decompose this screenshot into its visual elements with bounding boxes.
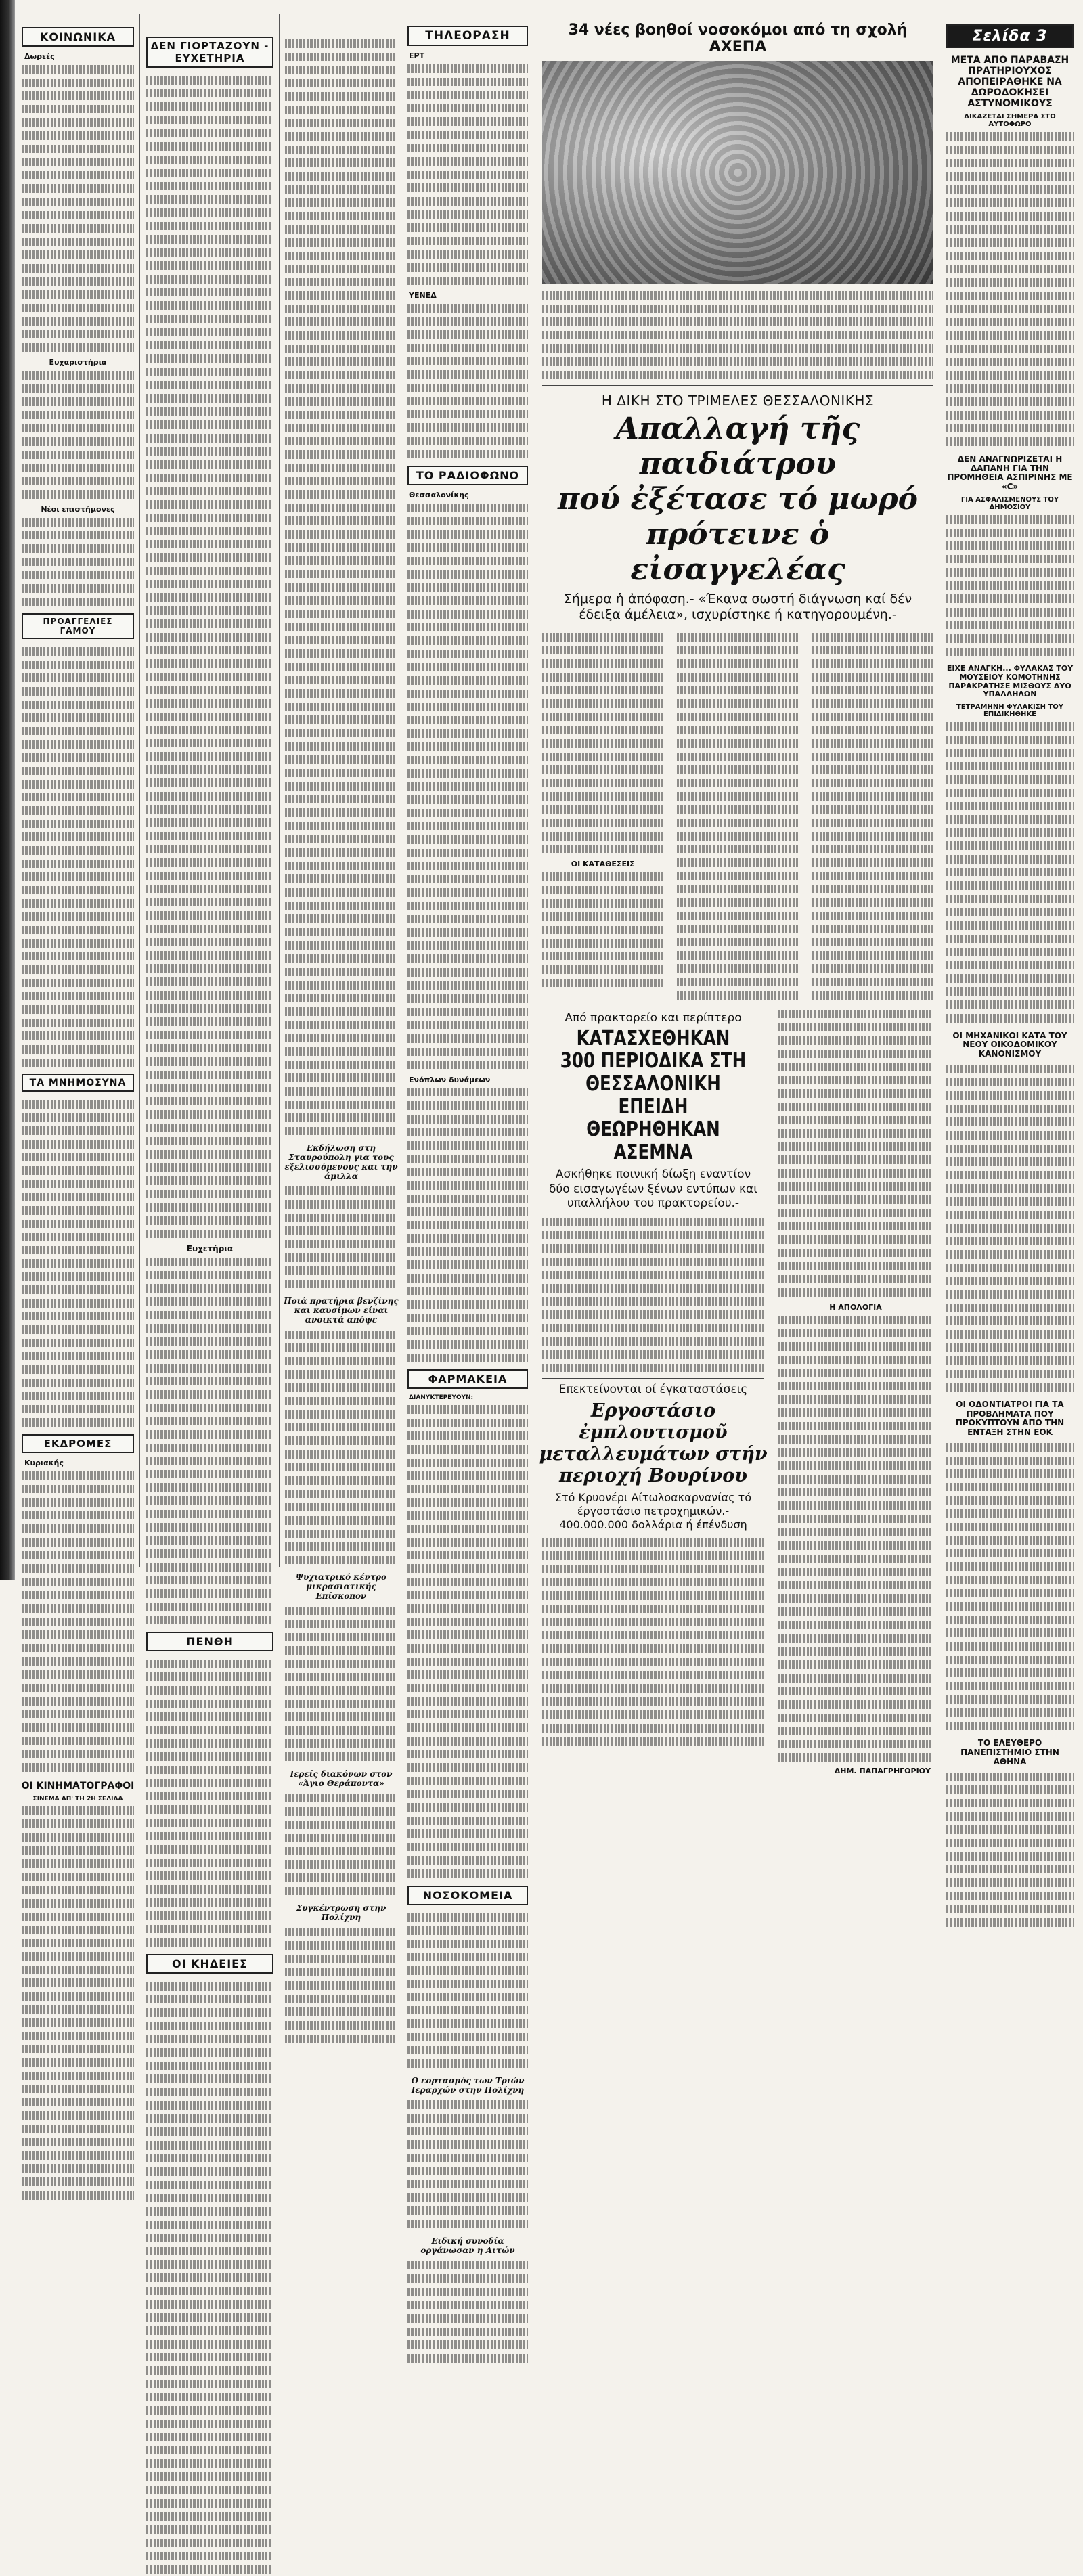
page-number-label: Σελίδα 3 xyxy=(946,24,1074,48)
heading-nosokomeia: ΝΟΣΟΚΟΜΕΙΑ xyxy=(407,1886,528,1905)
right-headline-1: ΜΕΤΑ ΑΠΟ ΠΑΡΑΒΑΣΗ ΠΡΑΤΗΡΙΟΥΧΟΣ ΑΠΟΠΕΙΡΑΘΗΚΕ ΝΑ ΔΩΡΟΔΟΚΗΣΕΙ ΑΣΤΥΝΟΜΙΚΟΥΣ xyxy=(950,55,1069,110)
text-block xyxy=(812,630,933,1002)
text-block xyxy=(407,2097,528,2230)
text-block xyxy=(285,1791,397,1897)
right-headline-3: ΕΙΧΕ ΑΝΑΓΚΗ... ΦΥΛΑΚΑΣ ΤΟΥ ΜΟΥΣΕΙΟΥ ΚΟΜΟΤΗΝΗΣ ΠΑΡΑΚΡΑΤΗΣΕ ΜΙΣΘΟΥΣ ΔΥΟ ΥΠΑΛΛΗΛΩΝ xyxy=(946,664,1074,699)
text-block xyxy=(22,515,134,608)
sub-kinim: ΣΙΝΕΜΑ ΑΠ' ΤΗ 2Η ΣΕΛΙΔΑ xyxy=(32,1795,123,1802)
divider xyxy=(542,1378,764,1379)
text-block xyxy=(22,1804,134,2202)
heading-farmakeia: ΦΑΡΜΑΚΕΙΑ xyxy=(407,1369,528,1389)
text-block xyxy=(146,1979,273,2576)
text-block xyxy=(407,62,528,287)
text-block xyxy=(542,870,663,989)
trial-title-line-1: Απαλλαγή τῆς παιδιάτρου xyxy=(615,412,860,482)
column-3a xyxy=(281,7,401,1922)
text-block xyxy=(22,644,134,1069)
text-block xyxy=(22,368,134,501)
text-block xyxy=(946,129,1074,447)
periodicals-kicker: Από πρακτορείο και περίπτερο xyxy=(565,1011,742,1025)
sub-euxaristeria: Ευχαριστήρια xyxy=(49,358,107,368)
notice-stavroupoli: Εκδήλωση στη Σταυρούπολη για τους εξελισσόμενους και την άμιλλα xyxy=(284,1143,398,1181)
notice-pratiria: Ποιά πρατήρια βενζίνης και καυσίμων είναι ανοικτά απόψε xyxy=(284,1296,399,1325)
text-block xyxy=(146,73,273,1240)
heading-den-giortazoun: ΔΕΝ ΓΙΟΡΤΑΖΟΥΝ - ΕΥΧΕΤΗΡΙΑ xyxy=(146,37,273,68)
text-block xyxy=(285,37,397,1137)
trial-title-line-2: πού ἐξέτασε τό μωρό xyxy=(558,481,918,516)
right-headline-4: ΟΙ ΜΗΧΑΝΙΚΟΙ ΚΑΤΑ ΤΟΥ ΝΕΟΥ ΟΙΚΟΔΟΜΙΚΟΥ ΚΑΝΟΝΙΣΜΟΥ xyxy=(952,1030,1067,1059)
sub-thess: Θεσσαλονίκης xyxy=(409,491,469,500)
sub-apologia: Η ΑΠΟΛΟΓΙΑ xyxy=(829,1302,882,1312)
text-block xyxy=(946,512,1074,659)
text-block xyxy=(407,501,528,1071)
heading-tileorasi: ΤΗΛΕΟΡΑΣΗ xyxy=(407,26,528,46)
text-block xyxy=(946,1770,1074,1929)
periodicals-title: ΚΑΤΑΣΧΕΘΗΚΑΝ 300 ΠΕΡΙΟΔΙΚΑ ΣΤΗ ΘΕΣΣΑΛΟΝΙΚΗ ΕΠΕΙΔΗ ΘΕΩΡΗΘΗΚΑΝ ΑΣΕΜΝΑ xyxy=(560,1026,747,1164)
periodicals-deck: Ασκήθηκε ποινική δίωξη εναντίον δύο εισαγωγέων ξένων εντύπων και υπαλλήλου του πρακτορείου.- xyxy=(548,1168,758,1210)
heading-social: ΚΟΙΝΩΝΙΚΑ xyxy=(22,27,134,47)
photo-caption-text xyxy=(542,288,933,381)
sub-kataxeis: ΟΙ ΚΑΤΑΘΕΣΕΙΣ xyxy=(571,860,635,869)
sub-dianykt: ΔΙΑΝΥΚΤΕΡΕΥΟΥΝ: xyxy=(409,1394,474,1402)
text-block xyxy=(22,62,134,354)
heading-mnimosyna: ΤΑ ΜΝΗΜΟΣΥΝΑ xyxy=(22,1074,134,1092)
notice-ierarxes: Ο εορτασμός των Τριών Ιεραρχών στην Πολίχνη xyxy=(411,2075,525,2095)
sub-ert: ΕΡΤ xyxy=(409,51,425,60)
trial-col-3 xyxy=(808,630,937,1002)
text-block xyxy=(285,1604,397,1763)
column-rule xyxy=(279,14,280,1567)
notice-aiton: Ειδική συνοδία οργάνωσαν η Αιτών xyxy=(420,2236,515,2256)
trial-col-2 xyxy=(673,630,802,1002)
text-block xyxy=(946,719,1074,1025)
column-3b xyxy=(403,7,532,2256)
text-block xyxy=(146,1255,273,1626)
photo-headline: 34 νέες βοηθοί νοσοκόμοι από τη σχολή ΑΧΕΠΑ xyxy=(568,22,908,55)
notice-psyxiatriko: Ψυχιατρικό κέντρο μικρασιατικής Επίσκοπον xyxy=(296,1572,386,1601)
right-headline-2: ΔΕΝ ΑΝΑΓΝΩΡΙΖΕΤΑΙ Η ΔΑΠΑΝΗ ΓΙΑ ΤΗΝ ΠΡΟΜΗΘΕΙΑ ΑΣΠΙΡΙΝΗΣ ΜΕ «C» xyxy=(947,453,1073,492)
main-area xyxy=(538,7,937,1776)
lower-split xyxy=(538,1007,937,1778)
sub-euxetiria: Ευχετήρια xyxy=(186,1244,234,1254)
text-block xyxy=(677,630,798,1002)
trial-title-line-3: πρότεινε ὁ εἰσαγγελέας xyxy=(630,516,845,587)
heading-ekdromes: ΕΚΔΡΟΜΕΣ xyxy=(22,1434,134,1453)
text-block xyxy=(285,1184,397,1290)
heading-kidies: ΟΙ ΚΗΔΕΙΕΣ xyxy=(146,1954,273,1974)
sub-kiriaki: Κυριακής xyxy=(24,1459,64,1467)
heading-gamos: ΠΡΟΑΓΓΕΛΙΕΣ ΓΑΜΟΥ xyxy=(22,613,134,639)
right-headline-5: ΟΙ ΟΔΟΝΤΙΑΤΡΟΙ ΓΙΑ ΤΑ ΠΡΟΒΛΗΜΑΤΑ ΠΟΥ ΠΡΟΚΥΠΤΟΥΝ ΑΠΟ ΤΗΝ ΕΝΤΑΞΗ ΣΤΗΝ ΕΟΚ xyxy=(955,1399,1065,1438)
column-2 xyxy=(142,7,278,1970)
notice-therapon: Ιερείς διακόνων στον «Άγιο Θεράποντα» xyxy=(290,1769,393,1788)
factory-deck: Στό Κρυονέρι Αίτωλοακαρνανίας τό έργοστάσιο πετροχημικών.- 400.000.000 δολλάρια ή έπένδυση xyxy=(554,1490,752,1531)
text-block xyxy=(542,1215,764,1374)
text-block xyxy=(407,1086,528,1364)
trial-body xyxy=(538,630,937,1002)
text-block xyxy=(542,630,663,856)
sub-dorees: Δωρεές xyxy=(24,52,55,61)
text-block xyxy=(778,1313,933,1764)
right-headline-1-sub: ΔΙΚΑΖΕΤΑΙ ΣΗΜΕΡΑ ΣΤΟ ΑΥΤΟΦΩΡΟ xyxy=(964,113,1056,129)
trial-kicker: Η ΔΙΚΗ ΣΤΟ ΤΡΙΜΕΛΕΣ ΘΕΣΣΑΛΟΝΙΚΗΣ xyxy=(601,393,875,409)
sub-neoi: Νέοι επιστήμονες xyxy=(41,505,115,514)
text-block xyxy=(778,1007,933,1299)
heading-penthi: ΠΕΝΘΗ xyxy=(146,1632,273,1651)
text-block xyxy=(407,1402,528,1880)
column-rule xyxy=(139,14,140,1567)
nurses-photo xyxy=(542,61,933,284)
text-block xyxy=(22,1097,134,1429)
text-block xyxy=(542,1536,764,1748)
text-block xyxy=(407,301,528,460)
heading-kinimatografoi: ΟΙ ΚΙΝΗΜΑΤΟΓΡΑΦΟΙ xyxy=(21,1780,135,1792)
right-headline-3-sub: ΤΕΤΡΑΜΗΝΗ ΦΥΛΑΚΙΣΗ ΤΟΥ ΕΠΙΔΙΚΗΘΗΚΕ xyxy=(956,703,1064,718)
text-block xyxy=(407,1911,528,2070)
binding-edge xyxy=(0,0,15,1580)
factory-title: Εργοστάσιο ἐμπλουτισμοῦ μεταλλευμάτων στήν περιοχή Βουρίνου xyxy=(539,1400,768,1486)
text-block xyxy=(146,1657,273,1949)
text-block xyxy=(22,1469,134,1774)
trial-continued xyxy=(774,1007,937,1778)
text-block xyxy=(407,2259,528,2365)
right-column xyxy=(942,7,1078,1767)
factory-kicker: Επεκτείνονται οί έγκαταστάσεις xyxy=(558,1383,748,1397)
notice-polixni: Συγκέντρωση στην Πολίχνη xyxy=(296,1903,386,1922)
sub-yened: ΥΕΝΕΔ xyxy=(409,291,437,301)
byline: ΔΗΜ. ΠΑΠΑΓΡΗΓΟΡΙΟΥ xyxy=(834,1767,931,1776)
text-block xyxy=(285,1328,397,1567)
text-block xyxy=(946,1440,1074,1732)
trial-col-1 xyxy=(538,630,667,1002)
right-headline-6: ΤΟ ΕΛΕΥΘΕΡΟ ΠΑΝΕΠΙΣΤΗΜΙΟ ΣΤΗΝ ΑΘΗΝΑ xyxy=(960,1738,1059,1767)
right-headline-2-sub: ΓΙΑ ΑΣΦΑΛΙΣΜΕΝΟΥΣ ΤΟΥ ΔΗΜΟΣΙΟΥ xyxy=(960,495,1059,511)
text-block xyxy=(285,1926,397,2045)
left-column xyxy=(18,7,138,1802)
periodicals-article xyxy=(538,1007,768,1778)
sub-enoplon: Ενόπλων δυνάμεων xyxy=(409,1075,491,1084)
divider xyxy=(542,385,933,386)
text-block xyxy=(946,1062,1074,1394)
heading-radio: ΤΟ ΡΑΔΙΟΦΩΝΟ xyxy=(407,466,528,485)
trial-deck: Σήμερα ἡ ἀπόφαση.- «Έκανα σωστή διάγνωση καί δέν έδειξα άμέλεια», ισχυρίστηκε ή κατηγορουμένη.- xyxy=(563,591,912,623)
